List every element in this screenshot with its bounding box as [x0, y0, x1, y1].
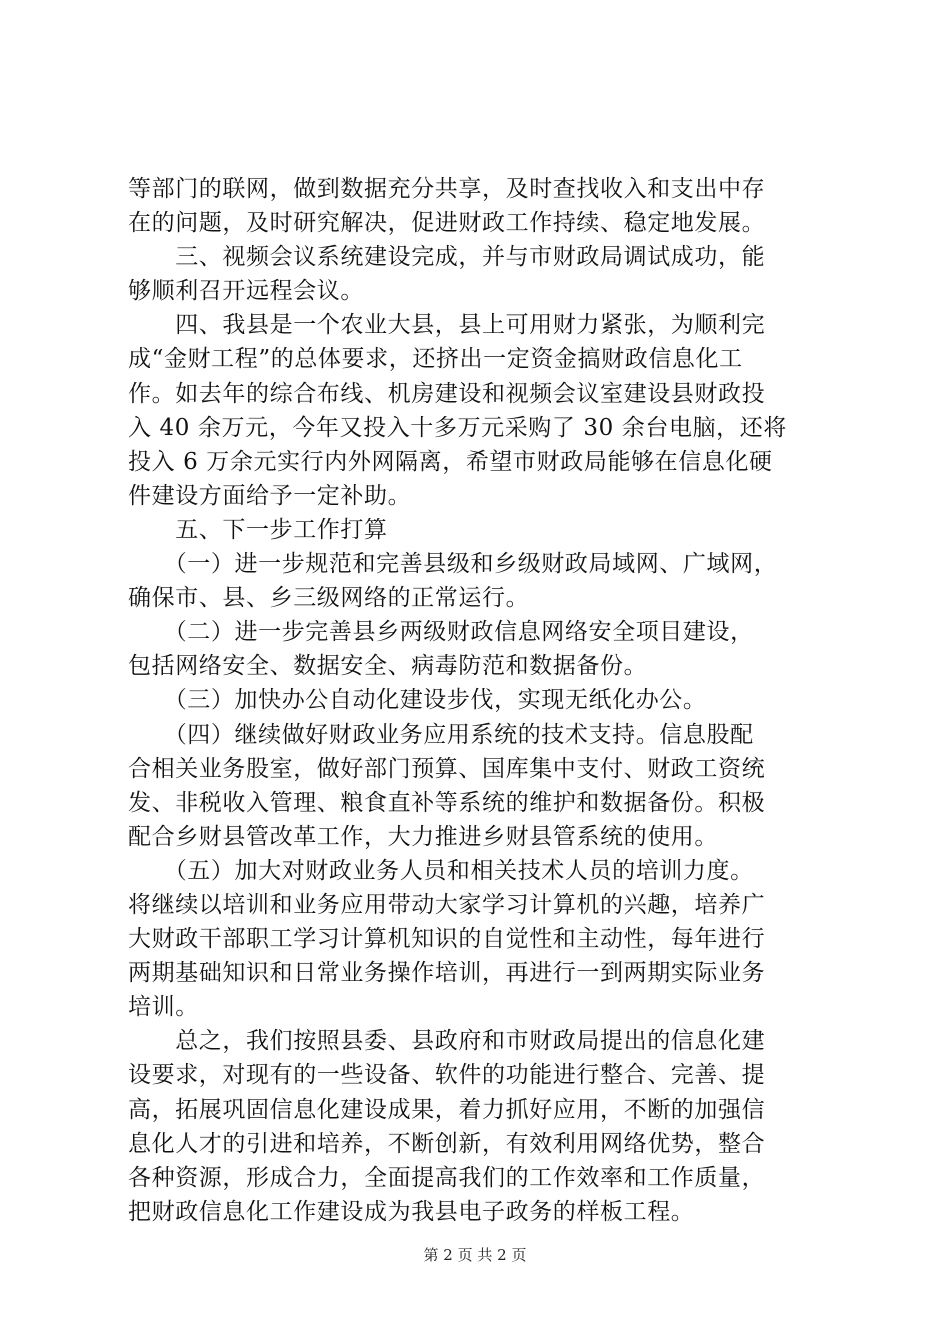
- text-line: 发、非税收入管理、粮食直补等系统的维护和数据备份。积极: [128, 789, 766, 816]
- text-line: 总之，我们按照县委、县政府和市财政局提出的信息化建: [128, 1028, 766, 1055]
- text-line: 三、视频会议系统建设完成，并与市财政局调试成功，能: [128, 244, 766, 271]
- text-line: 投入 6 万余元实行内外网隔离，希望市财政局能够在信息化硬: [128, 448, 773, 475]
- text-line: 在的问题，及时研究解决，促进财政工作持续、稳定地发展。: [128, 210, 766, 237]
- text-line: 四、我县是一个农业大县，县上可用财力紧张，为顺利完: [128, 312, 766, 339]
- text-line: 培训。: [128, 994, 199, 1021]
- text-line: 件建设方面给予一定补助。: [128, 482, 412, 509]
- text-line: （一）进一步规范和完善县级和乡级财政局域网、广域网，: [128, 551, 778, 578]
- text-line: 大财政干部职工学习计算机知识的自觉性和主动性，每年进行: [128, 926, 766, 953]
- text-line: 把财政信息化工作建设成为我县电子政务的样板工程。: [128, 1198, 695, 1225]
- text-line: 配合乡财县管改革工作，大力推进乡财县管系统的使用。: [128, 823, 718, 850]
- text-line: 将继续以培训和业务应用带动大家学习计算机的兴趣，培养广: [128, 891, 766, 918]
- text-line: 作。如去年的综合布线、机房建设和视频会议室建设县财政投: [128, 380, 766, 407]
- document-body: [128, 172, 848, 1229]
- text-line: 包括网络安全、数据安全、病毒防范和数据备份。: [128, 653, 648, 680]
- text-line: 各种资源，形成合力，全面提高我们的工作效率和工作质量，: [128, 1164, 766, 1191]
- text-line: 成“金财工程”的总体要求，还挤出一定资金搞财政信息化工: [128, 346, 743, 373]
- text-line: （三）加快办公自动化建设步伐，实现无纸化办公。: [128, 687, 707, 714]
- text-line: （二）进一步完善县乡两级财政信息网络安全项目建设，: [128, 619, 754, 646]
- text-line: 等部门的联网，做到数据充分共享，及时查找收入和支出中存: [128, 176, 766, 202]
- text-line: （五）加大对财政业务人员和相关技术人员的培训力度。: [128, 857, 754, 884]
- text-line: 五、下一步工作打算: [128, 516, 388, 543]
- text-line: 确保市、县、乡三级网络的正常运行。: [128, 585, 530, 612]
- text-line: 入 40 余万元，今年又投入十多万元采购了 30 余台电脑，还将: [128, 414, 787, 441]
- text-line: 息化人才的引进和培养，不断创新，有效利用网络优势，整合: [128, 1130, 766, 1157]
- text-line: 设要求，对现有的一些设备、软件的功能进行整合、完善、提: [128, 1062, 766, 1089]
- text-line: 合相关业务股室，做好部门预算、国库集中支付、财政工资统: [128, 755, 766, 782]
- page-footer: 第 2 页 共 2 页: [423, 1246, 527, 1264]
- text-line: 够顺利召开远程会议。: [128, 278, 364, 305]
- text-line: （四）继续做好财政业务应用系统的技术支持。信息股配: [128, 721, 754, 748]
- text-line: 两期基础知识和日常业务操作培训，再进行一到两期实际业务: [128, 960, 766, 987]
- text-line: 高，拓展巩固信息化建设成果，着力抓好应用，不断的加强信: [128, 1096, 766, 1123]
